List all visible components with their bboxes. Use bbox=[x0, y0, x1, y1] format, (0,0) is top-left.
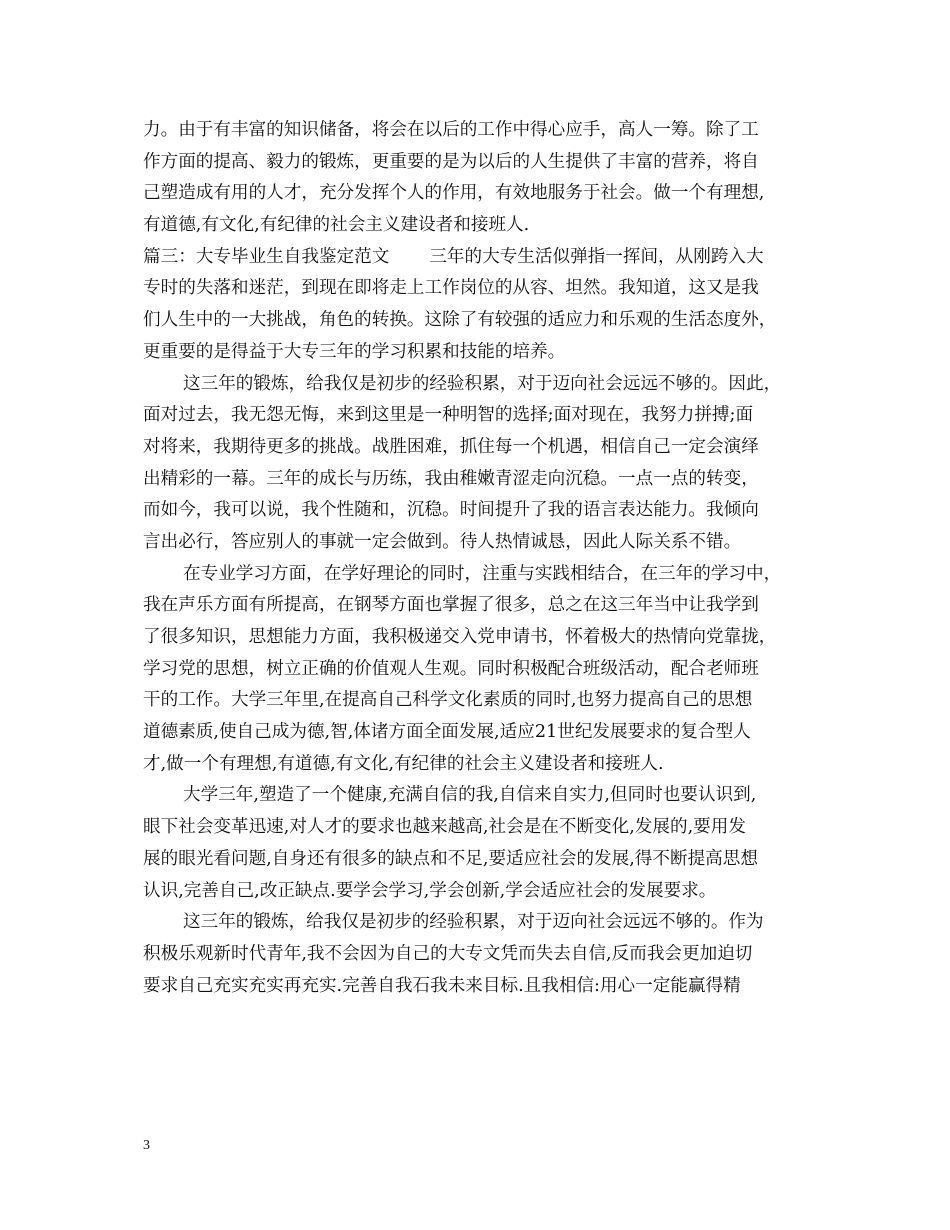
text-line: 对将来，我期待更多的挑战。战胜困难，抓住每一个机遇，相信自己一定会演绎 bbox=[143, 436, 759, 457]
paragraph-start-line bbox=[143, 907, 825, 939]
text-line: 认识,完善自己,改正缺点.要学会学习,学会创新,学会适应社会的发展要求。 bbox=[143, 880, 717, 901]
paragraph-start-line bbox=[143, 780, 825, 812]
text-line: 三年的大专生活似弹指一挥间，从刚跨入大 bbox=[429, 246, 764, 267]
paragraph-start-line bbox=[143, 369, 825, 401]
text-line: 己塑造成有用的人才，充分发挥个人的作用，有效地服务于社会。做一个有理想, bbox=[143, 183, 765, 204]
text-line: 这三年的锻炼，给我仅是初步的经验积累，对于迈向社会远远不够的。作为 bbox=[183, 912, 764, 933]
text-line: 要求自己充实充实再充实.完善自我石我未来目标.且我相信:用心一定能赢得精 bbox=[143, 975, 741, 996]
text-line: 这三年的锻炼，给我仅是初步的经验积累，对于迈向社会远远不够的。因此， bbox=[183, 373, 782, 394]
text-line: 们人生中的一大挑战，角色的转换。这除了有较强的适应力和乐观的生活态度外， bbox=[143, 310, 777, 331]
section-heading: 篇三：大专毕业生自我鉴定范文 bbox=[143, 246, 390, 267]
text-line: 更重要的是得益于大专三年的学习积累和技能的培养。 bbox=[143, 341, 566, 362]
text-line: 积极乐观新时代青年,我不会因为自己的大专文凭而失去自信,反而我会更加迫切 bbox=[143, 943, 753, 964]
text-line: 大学三年,塑造了一个健康,充满自信的我,自信来自实力,但同时也要认识到, bbox=[183, 785, 757, 806]
text-line: 面对过去，我无怨无悔，来到这里是一种明智的选择;面对现在，我努力拼搏;面 bbox=[143, 405, 754, 426]
body-text bbox=[143, 115, 825, 1002]
text-line: 展的眼光看问题,自身还有很多的缺点和不足,要适应社会的发展,得不断提高思想 bbox=[143, 848, 758, 869]
text-line: 了很多知识，思想能力方面，我积极递交入党申请书，怀着极大的热情向党靠拢， bbox=[143, 627, 777, 647]
text-line: 在专业学习方面，在学好理论的同时，注重与实践相结合，在三年的学习中， bbox=[183, 563, 782, 584]
text-line: 言出必行，答应别人的事就一定会做到。待人热情诚恳，因此人际关系不错。 bbox=[143, 531, 742, 552]
section-heading-line bbox=[143, 242, 825, 274]
text-line: 学习党的思想，树立正确的价值观人生观。同时积极配合班级活动，配合老师班 bbox=[143, 658, 759, 679]
page-number: 3 bbox=[143, 1138, 150, 1153]
text-line: 干的工作。大学三年里,在提高自己科学文化素质的同时,也努力提高自己的思想 bbox=[143, 690, 753, 711]
text-line: 作方面的提高、毅力的锻炼，更重要的是为以后的人生提供了丰富的营养，将自 bbox=[143, 151, 759, 172]
text-line: 才,做一个有理想,有道德,有文化,有纪律的社会主义建设者和接班人. bbox=[143, 753, 664, 774]
text-line: 道德素质,使自己成为德,智,体诸方面全面发展,适应21世纪发展要求的复合型人 bbox=[143, 722, 751, 743]
text-line: 而如今，我可以说，我个性随和，沉稳。时间提升了我的语言表达能力。我倾向 bbox=[143, 500, 759, 521]
text-line: 有道德,有文化,有纪律的社会主义建设者和接班人. bbox=[143, 215, 530, 236]
paragraph-start-line bbox=[143, 559, 825, 591]
text-line: 我在声乐方面有所提高，在钢琴方面也掌握了很多，总之在这三年当中让我学到 bbox=[143, 595, 759, 616]
text-line: 出精彩的一幕。三年的成长与历练，我由稚嫩青涩走向沉稳。一点一点的转变， bbox=[143, 468, 759, 489]
text-line: 眼下社会变革迅速,对人才的要求也越来越高,社会是在不断变化,发展的,要用发 bbox=[143, 817, 746, 838]
text-line: 专时的失落和迷茫，到现在即将走上工作岗位的从容、坦然。我知道，这又是我 bbox=[143, 278, 759, 299]
text-line: 力。由于有丰富的知识储备，将会在以后的工作中得心应手，高人一筹。除了工 bbox=[143, 120, 759, 140]
